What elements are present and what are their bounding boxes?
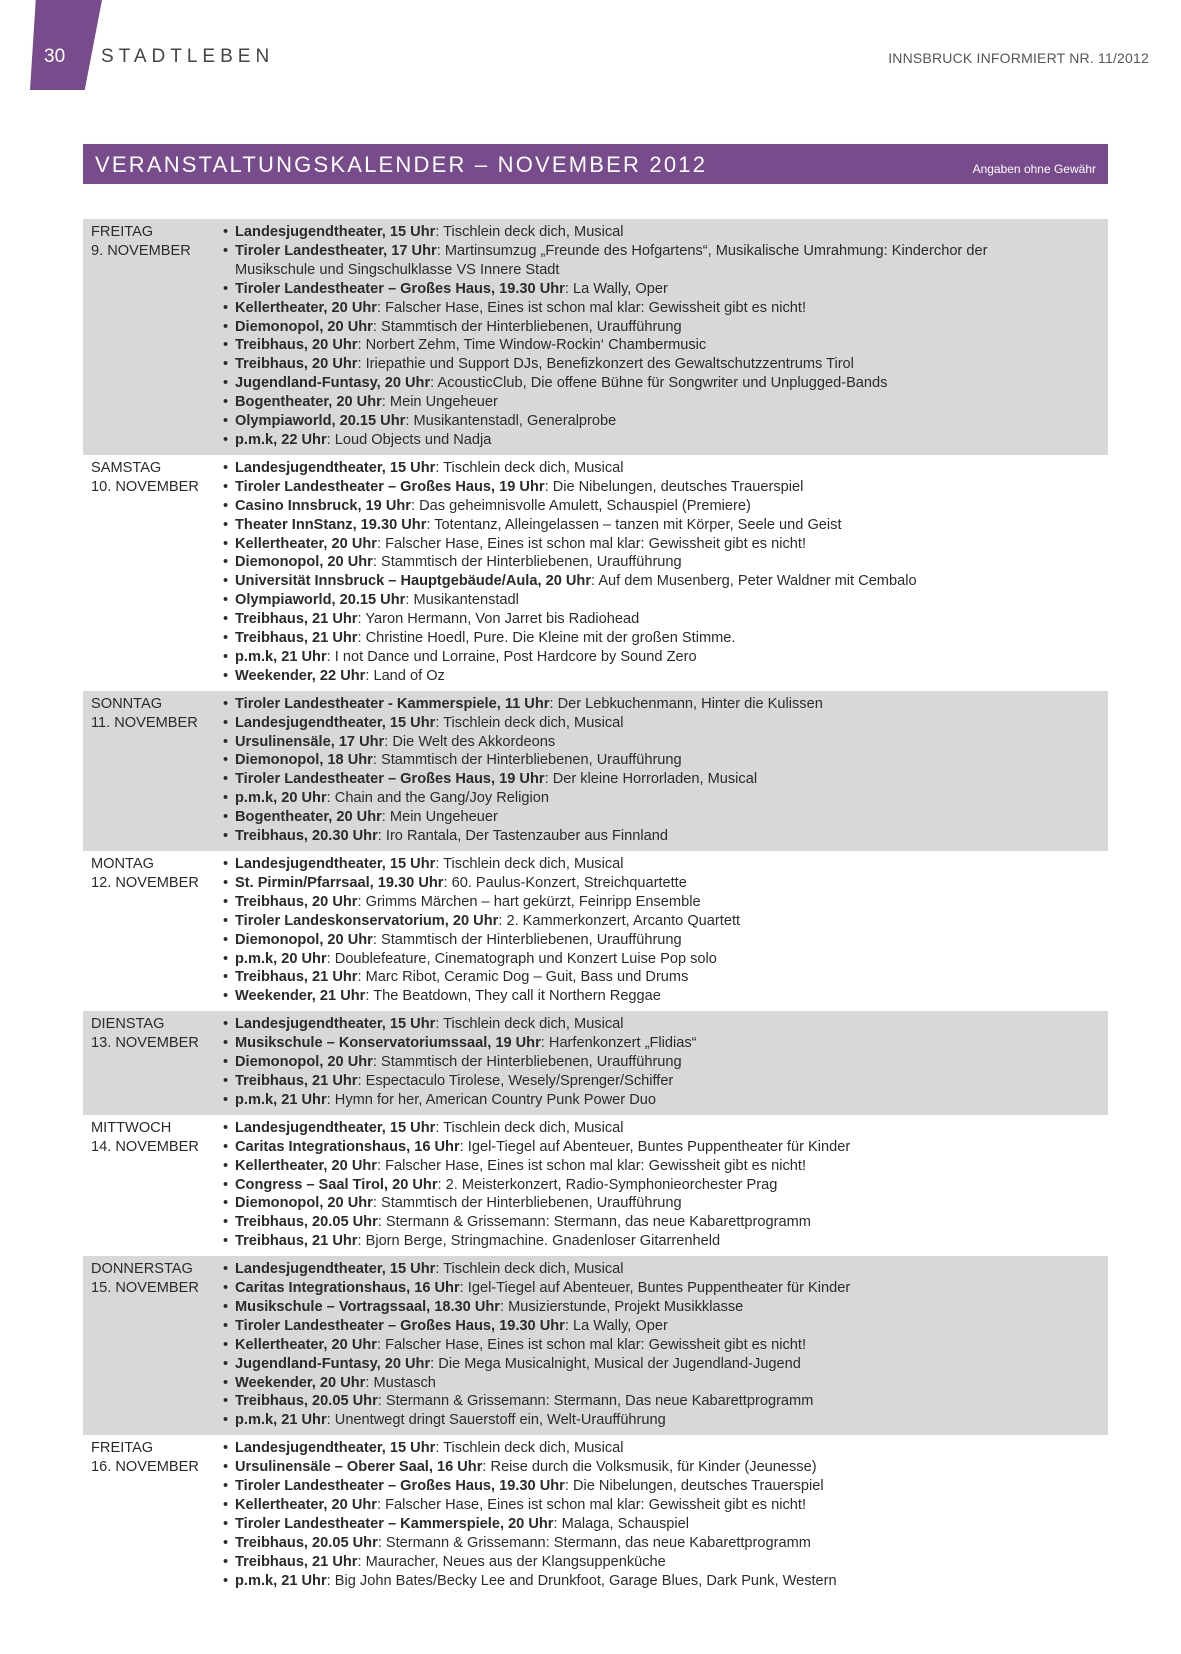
event-venue-time: Landesjugendtheater, 15 Uhr : (235, 224, 439, 240)
event-title: Harfenkonzert „Flidias“ (548, 1035, 697, 1052)
weekday: MITTWOCH (91, 1119, 172, 1136)
event-item (222, 280, 1057, 299)
disclaimer-note: Angaben ohne Gewähr (972, 162, 1096, 176)
event-venue-time: Treibhaus, 20.05 Uhr : (235, 1535, 382, 1551)
event-item (222, 667, 1057, 686)
date: 15. NOVEMBER (91, 1280, 199, 1297)
event-venue-time: p.m.k, 21 Uhr : (235, 649, 331, 665)
event-item (222, 695, 1057, 714)
event-venue-time: Congress – Saal Tirol, 20 Uhr : (235, 1177, 442, 1193)
event-venue-time: Musikschule – Konservatoriumssaal, 19 Uhr : (235, 1035, 545, 1051)
magazine-issue: INNSBRUCK INFORMIERT NR. 11/2012 (888, 50, 1149, 66)
event-item (222, 751, 1057, 770)
event-title: Unentwegt dringt Sauerstoff ein, Welt-Uraufführung (334, 1412, 666, 1429)
weekday: SONNTAG (91, 695, 163, 712)
event-item (222, 1138, 1057, 1157)
event-item (222, 1053, 1057, 1072)
day-row (83, 455, 1108, 691)
day-row (83, 1011, 1108, 1115)
weekday: DONNERSTAG (91, 1261, 193, 1278)
event-venue-time: Tiroler Landestheater - Kammerspiele, 11 Uhr : (235, 696, 554, 712)
event-item (222, 412, 1057, 431)
event-venue-time: Treibhaus, 21 Uhr : (235, 969, 362, 985)
event-item (222, 516, 1057, 535)
event-item (222, 808, 1057, 827)
event-item (222, 1572, 1057, 1591)
event-title: Reise durch die Volksmusik, für Kinder (Jeunesse) (490, 1459, 817, 1476)
event-title: Christine Hoedl, Pure. Die Kleine mit der großen Stimme. (365, 630, 736, 647)
event-item (222, 459, 1057, 478)
event-item (222, 223, 1057, 242)
day-row (83, 219, 1108, 455)
event-title: Marc Ribot, Ceramic Dog – Guit, Bass und Drums (365, 969, 689, 986)
event-title: Falscher Hase, Eines ist schon mal klar: Gewissheit gibt es nicht! (385, 1497, 807, 1513)
event-item (222, 1072, 1057, 1091)
event-title: AcousticClub, Die offene Bühne für Songwriter und Unplugged-Bands (437, 375, 888, 392)
event-title: Malaga, Schauspiel (561, 1515, 689, 1532)
event-title: Mauracher, Neues aus der Klangsuppenküche (365, 1553, 666, 1570)
event-item (222, 299, 1057, 318)
weekday: FREITAG (91, 1440, 154, 1457)
day-row (83, 1256, 1108, 1435)
event-venue-time: Diemonopol, 20 Uhr : (235, 1054, 377, 1070)
event-venue-time: Casino Innsbruck, 19 Uhr : (235, 498, 415, 514)
event-item (222, 827, 1057, 846)
event-venue-time: Tiroler Landestheater – Großes Haus, 19 Uhr : (235, 479, 549, 495)
event-venue-time: Diemonopol, 20 Uhr : (235, 554, 377, 570)
event-title: Stermann & Grissemann: Stermann, das neue Kabarettprogramm (385, 1214, 811, 1231)
event-item (222, 1034, 1057, 1053)
event-venue-time: Bogentheater, 20 Uhr : (235, 809, 386, 825)
weekday: FREITAG (91, 224, 154, 240)
event-venue-time: Tiroler Landestheater – Großes Haus, 19.30 Uhr : (235, 1318, 569, 1334)
event-title: Yaron Hermann, Von Jarret bis Radiohead (365, 611, 640, 628)
event-item (222, 1176, 1057, 1195)
event-item (222, 1232, 1057, 1251)
event-item (222, 770, 1057, 789)
event-venue-time: Diemonopol, 20 Uhr : (235, 1195, 377, 1211)
event-item (222, 1260, 1057, 1279)
event-title: 2. Meisterkonzert, Radio-Symphonieorchester Prag (445, 1176, 778, 1193)
event-venue-time: Weekender, 21 Uhr : (235, 988, 369, 1004)
event-title: Die Welt des Akkordeons (392, 733, 556, 750)
event-title: Tischlein deck dich, Musical (443, 856, 624, 872)
event-item (222, 1392, 1057, 1411)
event-title: Grimms Märchen – hart gekürzt, Feinripp Ensemble (365, 893, 701, 910)
event-calendar (83, 219, 1108, 1596)
event-title: Musikantenstadl (413, 592, 519, 609)
event-item (222, 893, 1057, 912)
event-title: Land of Oz (373, 667, 445, 684)
event-title: Das geheimnisvolle Amulett, Schauspiel (Premiere) (419, 497, 751, 514)
day-label (83, 223, 222, 450)
event-venue-time: Landesjugendtheater, 15 Uhr : (235, 856, 439, 872)
event-venue-time: Treibhaus, 20.05 Uhr : (235, 1214, 382, 1230)
event-venue-time: Kellertheater, 20 Uhr : (235, 1158, 381, 1174)
event-title: Tischlein deck dich, Musical (443, 1016, 624, 1033)
event-item (222, 714, 1057, 733)
event-title: La Wally, Oper (572, 1317, 668, 1334)
date: 10. NOVEMBER (91, 478, 199, 495)
event-title: Mein Ungeheuer (389, 394, 498, 411)
event-title: Tischlein deck dich, Musical (443, 714, 624, 731)
event-venue-time: Kellertheater, 20 Uhr : (235, 1497, 381, 1513)
event-item (222, 374, 1057, 393)
event-title: Stermann & Grissemann: Stermann, Das neue Kabarettprogramm (385, 1393, 814, 1410)
event-title: Igel-Tiegel auf Abenteuer, Buntes Puppentheater für Kinder (467, 1138, 851, 1155)
day-row (83, 691, 1108, 851)
event-title: Tischlein deck dich, Musical (443, 1440, 624, 1457)
event-title: 60. Paulus-Konzert, Streichquartette (451, 874, 687, 891)
event-list (222, 855, 1057, 1006)
event-venue-time: Bogentheater, 20 Uhr : (235, 394, 386, 410)
event-title: Der Lebkuchenmann, Hinter die Kulissen (557, 695, 823, 712)
event-item (222, 242, 1057, 280)
event-item (222, 1553, 1057, 1572)
event-item (222, 648, 1057, 667)
event-list (222, 1119, 1057, 1251)
day-label (83, 459, 222, 686)
event-venue-time: Kellertheater, 20 Uhr : (235, 300, 381, 316)
event-title: Die Nibelungen, deutsches Trauerspiel (572, 1478, 824, 1495)
event-title: Tischlein deck dich, Musical (443, 459, 624, 476)
event-venue-time: p.m.k, 20 Uhr : (235, 951, 331, 967)
event-item (222, 1213, 1057, 1232)
event-title: Stammtisch der Hinterbliebenen, Uraufführung (380, 752, 682, 769)
event-item (222, 855, 1057, 874)
event-item (222, 874, 1057, 893)
event-title: Stammtisch der Hinterbliebenen, Uraufführung (380, 1195, 682, 1212)
day-label (83, 1015, 222, 1110)
event-item (222, 1091, 1057, 1110)
date: 16. NOVEMBER (91, 1459, 199, 1476)
date: 11. NOVEMBER (91, 714, 198, 731)
event-title: The Beatdown, They call it Northern Reggae (373, 988, 661, 1005)
event-title: Loud Objects und Nadja (334, 431, 492, 448)
event-title: Falscher Hase, Eines ist schon mal klar: Gewissheit gibt es nicht! (385, 535, 807, 552)
event-venue-time: Landesjugendtheater, 15 Uhr : (235, 1261, 439, 1277)
event-title: Die Nibelungen, deutsches Trauerspiel (552, 478, 804, 495)
event-item (222, 497, 1057, 516)
event-venue-time: Olympiaworld, 20.15 Uhr : (235, 592, 409, 608)
event-venue-time: Weekender, 20 Uhr : (235, 1375, 369, 1391)
event-venue-time: Tiroler Landestheater – Großes Haus, 19 Uhr : (235, 771, 549, 787)
event-item (222, 1439, 1057, 1458)
event-venue-time: Landesjugendtheater, 15 Uhr : (235, 1016, 439, 1032)
event-venue-time: p.m.k, 21 Uhr : (235, 1573, 331, 1589)
event-item (222, 572, 1057, 591)
event-title: Stammtisch der Hinterbliebenen, Uraufführung (380, 931, 682, 948)
event-title: Bjorn Berge, Stringmachine. Gnadenloser Gitarrenheld (365, 1233, 721, 1250)
event-item (222, 1119, 1057, 1138)
event-venue-time: Tiroler Landestheater – Großes Haus, 19.30 Uhr : (235, 1478, 569, 1494)
event-venue-time: p.m.k, 22 Uhr : (235, 432, 331, 448)
weekday: DIENSTAG (91, 1016, 165, 1033)
event-title: I not Dance und Lorraine, Post Hardcore by Sound Zero (334, 648, 697, 665)
event-list (222, 695, 1057, 846)
event-venue-time: Landesjugendtheater, 15 Uhr : (235, 1120, 439, 1136)
event-venue-time: Treibhaus, 20 Uhr : (235, 894, 362, 910)
day-label (83, 1439, 222, 1590)
day-row (83, 851, 1108, 1011)
event-item (222, 1534, 1057, 1553)
event-venue-time: Tiroler Landestheater, 17 Uhr : (235, 243, 441, 259)
event-venue-time: Musikschule – Vortragssaal, 18.30 Uhr : (235, 1299, 504, 1315)
event-item (222, 1374, 1057, 1393)
event-item (222, 355, 1057, 374)
event-venue-time: Tiroler Landestheater – Kammerspiele, 20 Uhr : (235, 1516, 558, 1532)
event-item (222, 553, 1057, 572)
event-item (222, 1317, 1057, 1336)
event-item (222, 535, 1057, 554)
event-venue-time: Treibhaus, 20.05 Uhr : (235, 1393, 382, 1409)
event-item (222, 1298, 1057, 1317)
page-number: 30 (44, 46, 66, 67)
day-label (83, 855, 222, 1006)
event-item (222, 1477, 1057, 1496)
event-item (222, 931, 1057, 950)
event-title: Stermann & Grissemann: Stermann, das neue Kabarettprogramm (385, 1534, 811, 1551)
page-tab-decoration (30, 0, 102, 90)
event-venue-time: p.m.k, 21 Uhr : (235, 1092, 331, 1108)
event-title: Tischlein deck dich, Musical (443, 1119, 624, 1136)
event-venue-time: p.m.k, 21 Uhr : (235, 1412, 331, 1428)
event-item (222, 1194, 1057, 1213)
event-venue-time: Kellertheater, 20 Uhr : (235, 1337, 381, 1353)
event-item (222, 591, 1057, 610)
event-venue-time: Olympiaworld, 20.15 Uhr : (235, 413, 409, 429)
event-venue-time: Weekender, 22 Uhr : (235, 668, 369, 684)
event-item (222, 1458, 1057, 1477)
event-title: Norbert Zehm, Time Window-Rockin‘ Chambermusic (365, 337, 707, 354)
event-title: Mein Ungeheuer (389, 809, 498, 826)
event-venue-time: Universität Innsbruck – Hauptgebäude/Aula, 20 Uhr : (235, 573, 595, 589)
event-title: Musikantenstadl, Generalprobe (413, 413, 617, 430)
weekday: MONTAG (91, 856, 154, 872)
event-title: Stammtisch der Hinterbliebenen, Uraufführung (380, 318, 682, 335)
day-label (83, 695, 222, 846)
event-item (222, 629, 1057, 648)
event-title: Totentanz, Alleingelassen – tanzen mit Körper, Seele und Geist (434, 516, 842, 533)
event-title: Mustasch (373, 1374, 436, 1391)
day-row (83, 1435, 1108, 1595)
event-item (222, 431, 1057, 450)
event-venue-time: Ursulinensäle, 17 Uhr : (235, 734, 388, 750)
event-venue-time: Landesjugendtheater, 15 Uhr : (235, 1440, 439, 1456)
event-item (222, 393, 1057, 412)
event-title: Falscher Hase, Eines ist schon mal klar: Gewissheit gibt es nicht! (385, 299, 807, 316)
event-item (222, 1355, 1057, 1374)
event-title: Iriepathie und Support DJs, Benefizkonzert des Gewaltschutzzentrums Tirol (365, 356, 854, 373)
event-venue-time: Treibhaus, 21 Uhr : (235, 1233, 362, 1249)
date: 13. NOVEMBER (91, 1035, 199, 1052)
event-item (222, 912, 1057, 931)
weekday: SAMSTAG (91, 459, 162, 476)
event-venue-time: Theater InnStanz, 19.30 Uhr : (235, 517, 430, 533)
event-title: Auf dem Musenberg, Peter Waldner mit Cembalo (598, 573, 917, 590)
event-title: 2. Kammerkonzert, Arcanto Quartett (506, 912, 741, 929)
event-venue-time: Treibhaus, 21 Uhr : (235, 630, 362, 646)
event-list (222, 1439, 1057, 1590)
section-title: STADTLEBEN (101, 46, 275, 67)
event-item (222, 987, 1057, 1006)
event-title: Tischlein deck dich, Musical (443, 224, 624, 240)
event-title: Hymn for her, American Country Punk Power Duo (334, 1091, 656, 1108)
event-venue-time: Treibhaus, 21 Uhr : (235, 1073, 362, 1089)
event-item (222, 968, 1057, 987)
event-item (222, 1279, 1057, 1298)
event-item (222, 733, 1057, 752)
date: 9. NOVEMBER (91, 242, 191, 259)
event-title: Big John Bates/Becky Lee and Drunkfoot, Garage Blues, Dark Punk, Western (334, 1572, 837, 1589)
event-item (222, 789, 1057, 808)
event-list (222, 223, 1057, 450)
event-venue-time: Treibhaus, 20.30 Uhr : (235, 828, 382, 844)
event-venue-time: Ursulinensäle – Oberer Saal, 16 Uhr : (235, 1459, 486, 1475)
event-venue-time: Treibhaus, 20 Uhr : (235, 356, 362, 372)
date: 14. NOVEMBER (91, 1138, 199, 1155)
event-venue-time: Caritas Integrationshaus, 16 Uhr : (235, 1280, 464, 1296)
day-row (83, 1115, 1108, 1256)
event-item (222, 1496, 1057, 1515)
event-venue-time: Landesjugendtheater, 15 Uhr : (235, 460, 439, 476)
event-venue-time: Treibhaus, 21 Uhr : (235, 1554, 362, 1570)
event-item (222, 318, 1057, 337)
event-venue-time: Tiroler Landeskonservatorium, 20 Uhr : (235, 913, 502, 929)
event-item (222, 336, 1057, 355)
event-title: Falscher Hase, Eines ist schon mal klar: Gewissheit gibt es nicht! (385, 1336, 807, 1353)
event-title: Stammtisch der Hinterbliebenen, Uraufführung (380, 554, 682, 571)
event-title: Der kleine Horrorladen, Musical (552, 771, 758, 788)
event-title: Die Mega Musicalnight, Musical der Jugendland-Jugend (438, 1355, 801, 1372)
event-list (222, 1015, 1057, 1110)
event-venue-time: Diemonopol, 20 Uhr : (235, 319, 377, 335)
event-item (222, 1015, 1057, 1034)
event-item (222, 1515, 1057, 1534)
event-venue-time: Treibhaus, 21 Uhr : (235, 611, 362, 627)
event-title: Martinsumzug „Freunde des Hofgartens“, Musikalische Umrahmung: Kinderchor der Musikschule und Singschulklasse VS Innere Stadt (235, 242, 988, 278)
date: 12. NOVEMBER (91, 874, 199, 891)
event-item (222, 610, 1057, 629)
event-item (222, 478, 1057, 497)
event-title: Espectaculo Tirolese, Wesely/Sprenger/Schiffer (365, 1072, 674, 1089)
event-title: Iro Rantala, Der Tastenzauber aus Finnland (385, 828, 668, 845)
event-item (222, 1411, 1057, 1430)
event-venue-time: Landesjugendtheater, 15 Uhr : (235, 715, 439, 731)
event-venue-time: Jugendland-Funtasy, 20 Uhr : (235, 375, 434, 391)
event-venue-time: Caritas Integrationshaus, 16 Uhr : (235, 1139, 464, 1155)
event-venue-time: Treibhaus, 20 Uhr : (235, 337, 362, 353)
day-label (83, 1119, 222, 1251)
calendar-title: VERANSTALTUNGSKALENDER – NOVEMBER 2012 (95, 152, 708, 177)
event-item (222, 950, 1057, 969)
event-item (222, 1157, 1057, 1176)
event-venue-time: Kellertheater, 20 Uhr : (235, 536, 381, 552)
event-title: Igel-Tiegel auf Abenteuer, Buntes Puppentheater für Kinder (467, 1280, 851, 1297)
event-venue-time: St. Pirmin/Pfarrsaal, 19.30 Uhr : (235, 875, 448, 891)
event-venue-time: Tiroler Landestheater – Großes Haus, 19.30 Uhr : (235, 281, 569, 297)
day-label (83, 1260, 222, 1430)
event-venue-time: Diemonopol, 20 Uhr : (235, 932, 377, 948)
event-title: Chain and the Gang/Joy Religion (334, 790, 549, 807)
event-list (222, 459, 1057, 686)
event-list (222, 1260, 1057, 1430)
event-title: Tischlein deck dich, Musical (443, 1261, 624, 1278)
event-title: Falscher Hase, Eines ist schon mal klar: Gewissheit gibt es nicht! (385, 1157, 807, 1174)
event-venue-time: Jugendland-Funtasy, 20 Uhr : (235, 1356, 434, 1372)
event-venue-time: p.m.k, 20 Uhr : (235, 790, 331, 806)
event-title: Stammtisch der Hinterbliebenen, Uraufführung (380, 1054, 682, 1071)
event-title: Doublefeature, Cinematograph und Konzert Luise Pop solo (334, 950, 717, 967)
event-venue-time: Diemonopol, 18 Uhr : (235, 752, 377, 768)
event-item (222, 1336, 1057, 1355)
event-title: Musizierstunde, Projekt Musikklasse (508, 1298, 744, 1315)
calendar-banner (83, 144, 1108, 184)
event-title: La Wally, Oper (572, 280, 668, 297)
